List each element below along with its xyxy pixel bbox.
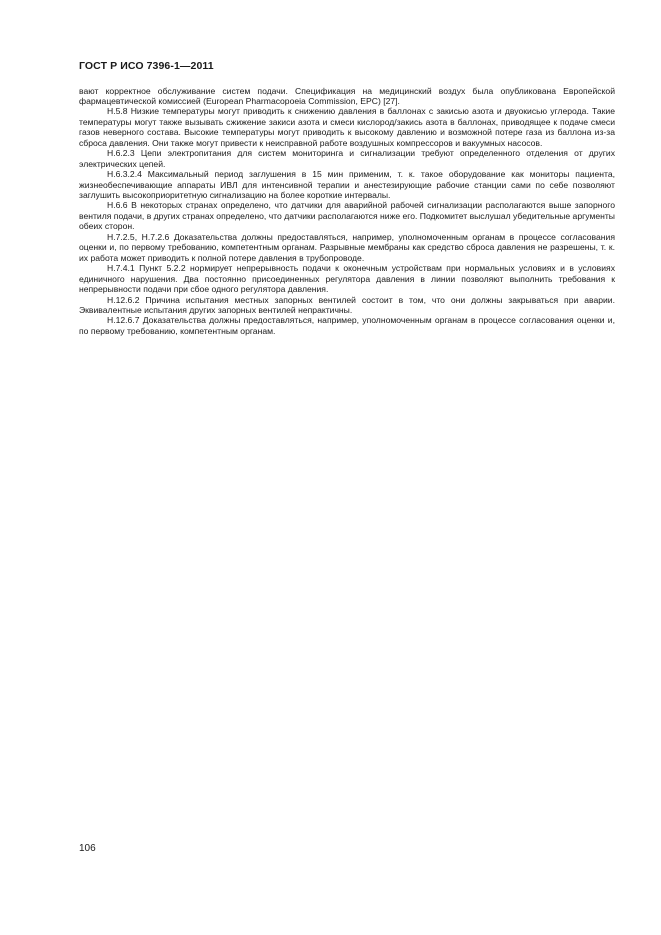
document-body xyxy=(79,86,615,337)
paragraph-h-6-2-3: Н.6.2.3 Цепи электропитания для систем мониторинга и сигнализации требуют определенного отделения от других электрических цепей. xyxy=(79,148,615,169)
page-number: 106 xyxy=(79,843,96,854)
paragraph-h-12-6-7: Н.12.6.7 Доказательства должны предоставляться, например, уполномоченным органам в процессе согласования оценки и, по первому требованию, компетентным органам. xyxy=(79,315,615,336)
paragraph-h-5-8: Н.5.8 Низкие температуры могут приводить к снижению давления в баллонах с закисью азота и двуокисью углерода. Такие температуры могут также вызывать сжижение закиси азота и смеси кислород/закись азота в баллонах, приводящее к подаче смеси газов неверного состава. Высокие температуры могут приводить к высокому давлению и возможной потере газа из баллона из-за сброса давления. Они также могут привести к неисправной работе воздушных компрессоров и вакуумных насосов. xyxy=(79,106,615,148)
document-header: ГОСТ Р ИСО 7396-1—2011 xyxy=(79,60,214,72)
paragraph-h-6-6: Н.6.6 В некоторых странах определено, что датчики для аварийной рабочей сигнализации располагаются выше запорного вентиля подачи, в других странах определено, что датчики располагаются ниже его. Подкомитет выслушал убедительные аргументы обеих сторон. xyxy=(79,200,615,232)
paragraph-h-7-2-5: Н.7.2.5, Н.7.2.6 Доказательства должны предоставляться, например, уполномоченным органам в процессе согласования оценки и, по первому требованию, компетентным органам. Разрывные мембраны как средство сброса давления не разрешены, т. к. их работа может приводить к полной потере давления в трубопроводе. xyxy=(79,231,615,263)
paragraph-continuation: вают корректное обслуживание систем подачи. Спецификация на медицинский воздух была опубликована Европейской фармацевтической комиссией (European Pharmacopoeia Commission, EPC) [27]. xyxy=(79,85,615,106)
paragraph-h-6-3-2-4: Н.6.3.2.4 Максимальный период заглушения в 15 мин применим, т. к. такое оборудование как мониторы пациента, жизнеобеспечивающие аппараты ИВЛ для интенсивной терапии и анестезирующие рабочие станции сами по себе позволяют заглушить высокоприоритетную сигнализацию на более короткие интервалы. xyxy=(79,169,615,201)
paragraph-h-12-6-2: Н.12.6.2 Причина испытания местных запорных вентилей состоит в том, что они должны закрываться при аварии. Эквивалентные испытания других запорных вентилей непрактичны. xyxy=(79,294,615,316)
paragraph-h-7-4-1: Н.7.4.1 Пункт 5.2.2 нормирует непрерывность подачи к оконечным устройствам при нормальных условиях и в условиях единичного нарушения. Два постоянно присоединенных регулятора давления в линии позволяют выполнить требования к непрерывности подачи при сбое одного регулятора давления. xyxy=(79,263,615,295)
